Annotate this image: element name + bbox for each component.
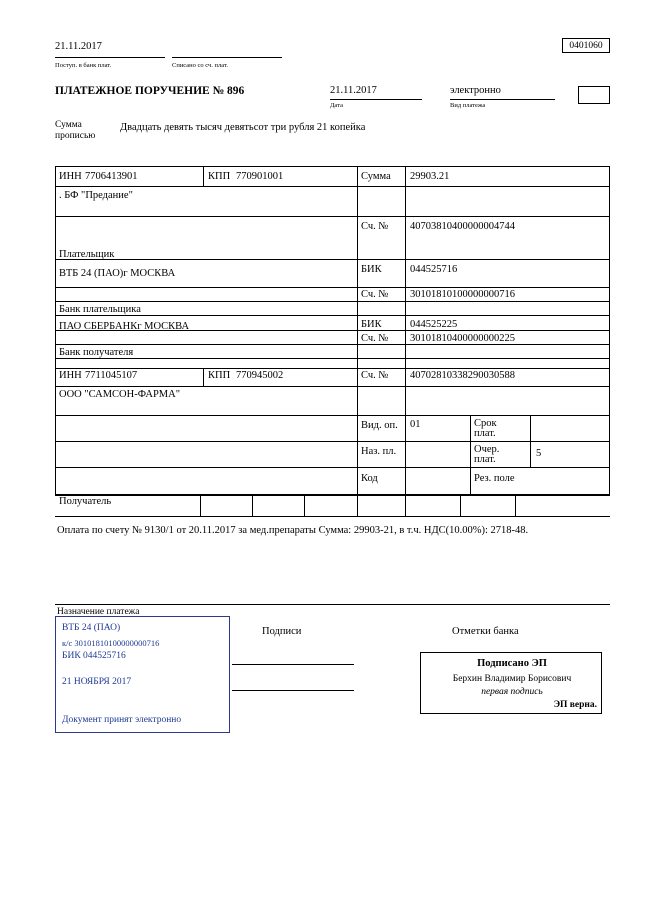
grid-hline-6	[55, 315, 610, 316]
payer-bank-name: ВТБ 24 (ПАО)г МОСКВА	[59, 268, 176, 279]
payer-inn-value: 7706413901	[85, 171, 138, 182]
amount-in-words: Двадцать девять тысяч девятьсот три рубля 21 копейка	[120, 122, 366, 133]
ep-verified: ЭП верна.	[553, 700, 597, 710]
payment-type-label: Вид платежа	[450, 102, 486, 109]
payee-account-label: Сч. №	[361, 370, 389, 381]
grid-hline-16	[55, 516, 610, 517]
grid-vline-ocher	[530, 415, 531, 467]
grid-vline-b5	[405, 494, 406, 516]
bank-marks-label: Отметки банка	[452, 626, 519, 637]
grid-hline-10	[55, 368, 610, 369]
payment-type-rule	[450, 99, 555, 100]
debit-date-rule	[172, 57, 282, 58]
signature-line-1	[232, 664, 354, 665]
payee-label: Получатель	[59, 496, 112, 507]
naz-pl-label: Наз. пл.	[361, 446, 397, 457]
stamp-date: 21 НОЯБРЯ 2017	[62, 677, 132, 687]
amount-label: Сумма	[361, 171, 391, 182]
payer-inn-label: ИНН	[59, 171, 82, 182]
payee-bank-label: Банк получателя	[59, 347, 134, 358]
grid-hline-4	[55, 287, 610, 288]
payer-account-value: 40703810400000004744	[410, 221, 515, 232]
receipt-date: 21.11.2017	[55, 41, 102, 52]
stamp-accepted-note: Документ принят электронно	[62, 715, 182, 725]
receipt-date-rule	[55, 57, 165, 58]
signatures-label: Подписи	[262, 626, 302, 637]
amount-in-words-label-2: прописью	[55, 131, 96, 141]
electronic-signature-box	[420, 652, 602, 714]
ocher-plat-label-1: Очер.	[474, 444, 500, 455]
grid-hline-3	[55, 259, 610, 260]
srok-plat-label-1: Срок	[474, 418, 497, 429]
grid-vline-right	[405, 216, 406, 496]
payee-bank-corr-value: 30101810400000000225	[410, 333, 515, 344]
payment-type-code-box	[578, 86, 610, 104]
grid-hline-1	[55, 186, 610, 187]
payer-name: . БФ "Предание"	[59, 190, 133, 201]
grid-hline-14	[55, 467, 610, 468]
payee-inn-label: ИНН	[59, 370, 82, 381]
grid-hline-13	[55, 441, 610, 442]
ep-title: Подписано ЭП	[477, 658, 547, 669]
grid-vline-sum	[405, 166, 406, 216]
document-date: 21.11.2017	[330, 85, 377, 96]
grid-vline-b3	[304, 494, 305, 516]
grid-hline-15	[55, 494, 610, 495]
payment-type-value: электронно	[450, 85, 501, 96]
stamp-bik: БИК 044525716	[62, 651, 126, 661]
payment-purpose-rule	[55, 604, 610, 605]
amount-value: 29903.21	[410, 171, 450, 182]
ocher-plat-label-2: плат.	[474, 454, 496, 465]
grid-hline-5	[55, 301, 610, 302]
vid-op-label: Вид. оп.	[361, 420, 398, 431]
ep-signer-name: Берхин Владимир Борисович	[452, 674, 572, 684]
payer-account-label: Сч. №	[361, 221, 389, 232]
bank-stamp	[55, 616, 230, 733]
payment-purpose-label: Назначение платежа	[57, 607, 140, 617]
grid-vline-kpp-payee	[203, 368, 204, 386]
grid-vline-b2	[252, 494, 253, 516]
payer-bank-corr-label: Сч. №	[361, 289, 389, 300]
srok-plat-label-2: плат.	[474, 428, 496, 439]
payer-bank-label: Банк плательщика	[59, 304, 141, 315]
amount-in-words-label-1: Сумма	[55, 120, 82, 130]
debit-date-label: Списано со сч. плат.	[172, 62, 228, 69]
grid-hline-8	[55, 344, 610, 345]
payee-bank-bik-value: 044525225	[410, 319, 458, 330]
payee-name: ООО "САМСОН-ФАРМА"	[59, 389, 180, 400]
rez-pole-label: Рез. поле	[474, 473, 515, 484]
payer-bank-bik-label: БИК	[361, 264, 382, 275]
signature-line-2	[232, 690, 354, 691]
grid-vline-b7	[515, 494, 516, 516]
kod-label: Код	[361, 473, 378, 484]
payee-kpp-value: 770945002	[236, 370, 284, 381]
grid-vline-b4	[357, 494, 358, 516]
ocher-plat-value: 5	[536, 448, 542, 459]
grid-vline-b6	[460, 494, 461, 516]
grid-vline-rez	[470, 467, 471, 494]
payee-inn-value: 7711045107	[85, 370, 138, 381]
payment-purpose-text: Оплата по счету № 9130/1 от 20.11.2017 за мед.препараты Сумма: 29903-21, в т.ч. НДС(10.00%): 2718-48.	[57, 525, 529, 536]
page-title: ПЛАТЕЖНОЕ ПОРУЧЕНИЕ № 896	[55, 85, 245, 97]
payer-bank-corr-value: 30101810100000000716	[410, 289, 515, 300]
grid-hline-12	[55, 415, 610, 416]
grid-vline-srok	[470, 415, 471, 467]
payer-kpp-label: КПП	[208, 171, 231, 182]
stamp-bank-name: ВТБ 24 (ПАО)	[62, 623, 121, 633]
grid-hline-11	[55, 386, 610, 387]
payer-label: Плательщик	[59, 249, 115, 260]
grid-vline-b1	[200, 494, 201, 516]
grid-hline-2	[55, 216, 610, 217]
form-code-box: 0401060	[562, 38, 610, 53]
payee-bank-corr-label: Сч. №	[361, 333, 389, 344]
document-date-label: Дата	[330, 102, 343, 109]
payer-kpp-value: 770901001	[236, 171, 284, 182]
receipt-date-label: Поступ. в банк плат.	[55, 62, 112, 69]
grid-vline-kpp-payer	[203, 166, 204, 186]
grid-hline-9	[55, 358, 610, 359]
vid-op-value: 01	[410, 419, 421, 430]
payee-bank-name: ПАО СБЕРБАНКг МОСКВА	[59, 321, 190, 332]
payee-bank-bik-label: БИК	[361, 319, 382, 330]
stamp-corr-account: к/с 30101810100000000716	[62, 638, 160, 648]
document-date-rule	[330, 99, 422, 100]
payee-account-value: 40702810338290030588	[410, 370, 515, 381]
ep-signer-role: первая подпись	[481, 687, 543, 697]
payee-kpp-label: КПП	[208, 370, 231, 381]
grid-vline-main	[357, 166, 358, 496]
payer-bank-bik-value: 044525716	[410, 264, 458, 275]
